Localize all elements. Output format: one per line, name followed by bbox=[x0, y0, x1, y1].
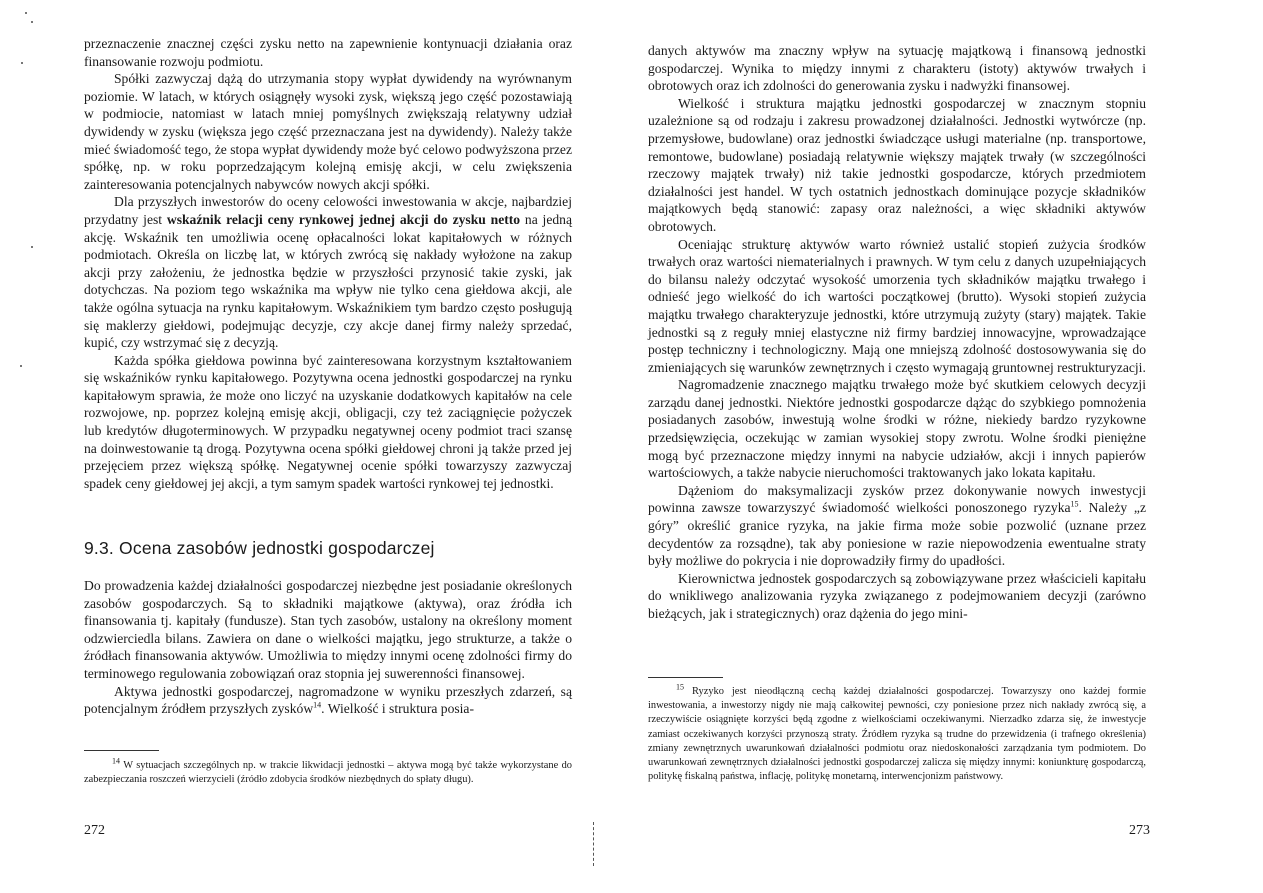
left-page bbox=[84, 0, 572, 893]
footnote-divider bbox=[84, 750, 159, 751]
paragraph: danych aktywów ma znaczny wpływ na sytuację majątkową i finansową jednostki gospodarczej. Wynika to między innymi z charakteru (istoty) aktywów trwałych i obrotowych oraz ich zdolności do generowania zysku i nadwyżki finansowej. bbox=[648, 43, 1146, 94]
scan-speck bbox=[20, 365, 22, 367]
paragraph: Kierownictwa jednostek gospodarczych są zobowiązywane przez właścicieli kapitału do wnikliwego analizowania ryzyka związanego z podejmowaniem decyzji (zarówno bieżących, jak i strategicznych) oraz dążenia do jego mini- bbox=[648, 570, 1146, 621]
scan-speck bbox=[21, 62, 23, 64]
bold-term: wskaźnik relacji ceny rynkowej jednej akcji do zysku netto bbox=[166, 211, 521, 227]
paragraph: Oceniając strukturę aktywów warto również ustalić stopień zużycia środków trwałych oraz wartości niematerialnych i prawnych. W tym celu z danych uzupełniających do bilansu należy odczytać wysokość umorzenia tych składników majątku trwałego i odnieść jego wielkość do ich wartości początkowej (brutto). Wysoki stopień zużycia majątku trwałego charakteryzuje jednostki, które utrzymują zużyty (stary) majątek. Takie jednostki są z reguły mniej elastyczne niż firmy bardziej innowacyjne, wprowadzające postęp techniczny i technologiczny. Mają one mniejszą zdolność dostosowywania się do zmieniających się warunków zewnętrznych i często wymagają gruntownej restrukturyzacji. bbox=[648, 236, 1146, 375]
footnote-marker: 14 bbox=[112, 756, 120, 766]
right-page bbox=[648, 0, 1150, 893]
page-number: 273 bbox=[1129, 823, 1150, 838]
footnote-ref: 15 bbox=[1070, 499, 1079, 509]
scan-speck bbox=[25, 12, 27, 14]
left-page-body-section bbox=[84, 577, 572, 718]
left-page-body-top bbox=[84, 35, 572, 492]
footnote-marker: 15 bbox=[676, 682, 684, 692]
paragraph: Spółki zazwyczaj dążą do utrzymania stopy wypłat dywidendy na wyrównanym poziomie. W latach, w których osiągnęły wysoki zysk, większą jego część pozostawiają w podmiocie, natomiast w latach mniej pomyślnych zwiększają relatywny udział dywidendy w zysku (większa jego część przeznaczana jest na dywidendy). Należy także mieć świadomość tego, że stopa wypłat dywidendy może być celowo podwyższona przez spółkę, np. w roku poprzedzającym kolejną emisję akcji, w celu zwiększenia zainteresowania potencjalnych nabywców nowych akcji spółki. bbox=[84, 71, 572, 192]
right-page-body bbox=[648, 42, 1146, 623]
paragraph: Nagromadzenie znacznego majątku trwałego może być skutkiem celowych decyzji zarządu danej jednostki. Niektóre jednostki gospodarcze dążąc do szybkiego pomnożenia posiadanych zasobów, inwestują wolne środki w różne, niekiedy bardzo ryzykowne przedsięwzięcia, oczekując w zamian wysokiej stopy zwrotu. Wolne środki pieniężne mogą być przeznaczone między innymi na nabycie udziałów, akcji i innych papierów wartościowych, a także nabycie nieruchomości traktowanych jako lokata kapitału. bbox=[648, 377, 1146, 481]
section-heading: 9.3. Ocena zasobów jednostki gospodarczej bbox=[84, 538, 435, 558]
paragraph: Aktywa jednostki gospodarczej, nagromadzone w wyniku przeszłych zdarzeń, są potencjalnym źródłem przyszłych zysków$^{14}$. Wielkość i struktura posia- bbox=[84, 683, 572, 717]
paragraph: Każda spółka giełdowa powinna być zainteresowana korzystnym kształtowaniem się wskaźników rynku kapitałowego. Pozytywna ocena jednostki gospodarczej na rynku kapitałowym sprawia, że może ono liczyć na uzyskanie dodatkowych kapitałów na cele rozwojowe, np. poprzez kolejną emisję akcji, obligacji, czy też zaciągnięcie pożyczek lub kredytów długoterminowych. W przypadku negatywnej oceny podmiot traci szansę na doinwestowanie tą drogą. Pozytywna ocena spółki giełdowej chroni ją także przed jej przejęciem przez większą spółkę. Negatywnej ocenie spółki towarzyszy zazwyczaj spadek ceny giełdowej jej akcji, a tym samym spadek wartości rynkowej tej jednostki. bbox=[84, 352, 572, 491]
paragraph: Wielkość i struktura majątku jednostki gospodarczej w znacznym stopniu uzależnione są od rodzaju i zakresu prowadzonej działalności. Jednostki wytwórcze (np. przemysłowe, budowlane) oraz jednostki świadczące usługi materialne (np. transportowe, remontowe, budowlane) posiadają relatywnie większy majątek trwały (w szczególności rzeczowy majątek trwały) niż takie jednostki gospodarcze, których przedmiotem działalności jest handel. W tych ostatnich jednostkach dominujące pozycje składników majątkowych będą stanowić: zapasy oraz należności, a więc składniki aktywów obrotowych. bbox=[648, 95, 1146, 234]
footnote: $^{14}$ W sytuacjach szczególnych np. w trakcie likwidacji jednostki – aktywa mogą być także wykorzystane do zabezpieczania roszczeń wierzycieli (źródło zdobycia środków niezbędnych do spłaty długu). bbox=[84, 756, 572, 786]
paragraph: Dla przyszłych inwestorów do oceny celowości inwestowania w akcje, najbardziej przydatny jest wskaźnik relacji ceny rynkowej jednej akcji do zysku netto na jedną akcję. Wskaźnik ten umożliwia ocenę opłacalności lokat kapitałowych w różnych podmiotach. Określa on liczbę lat, w których zwrócą się nakłady wyłożone na zakup akcji przy założeniu, że jednostka będzie w przyszłości przynosić takie zyski, jak dotychczas. Na poziom tego wskaźnika ma wpływ nie tylko cena giełdowa akcji, ale także ogólna sytuacja na rynku kapitałowym. Wskaźnikiem tym bardzo często posługują się maklerzy giełdowi, podejmując decyzje, czy akcje danej firmy należy sprzedać, kupić, czy wstrzymać się z decyzją. bbox=[84, 194, 572, 351]
footnote-divider bbox=[648, 677, 723, 678]
paragraph: Do prowadzenia każdej działalności gospodarczej niezbędne jest posiadanie określonych zasobów gospodarczych. Są to składniki majątkowe (aktywa), oraz źródła ich finansowania tj. kapitały (fundusze). Stan tych zasobów, ustalony na określony moment odzwierciedla bilans. Zawiera on dane o wielkości majątku, jego strukturze, a także o źródłach finansowania aktywów. Umożliwia to między innymi ocenę zdolności firmy do terminowego regulowania zobowiązań oraz stopnia jej suwerenności finansowej. bbox=[84, 578, 572, 681]
paragraph: przeznaczenie znacznej części zysku netto na zapewnienie kontynuacji działania oraz finansowanie rozwoju podmiotu. bbox=[84, 36, 572, 69]
page-number: 272 bbox=[84, 823, 105, 838]
scan-speck bbox=[31, 246, 33, 248]
paragraph: Dążeniom do maksymalizacji zysków przez dokonywanie nowych inwestycji powinna zawsze towarzyszyć świadomość wielkości ponoszonego ryzyka$^{15}$. Należy „z góry” określić granice ryzyka, na jakie firma może sobie pozwolić (uznane przez decydentów za rozsądne), tak aby poniesione w razie niepowodzenia ewentualne straty były możliwe do pokrycia i nie doprowadziły firmy do upadłości. bbox=[648, 482, 1146, 569]
gutter-scan-marks bbox=[593, 822, 596, 866]
scan-speck bbox=[31, 21, 33, 23]
footnote: $^{15}$ Ryzyko jest nieodłączną cechą każdej działalności gospodarczej. Towarzyszy ono każdej formie inwestowania, a inwestorzy nigdy nie mają całkowitej pewności, czy poniesione przez nich nakłady zwrócą się, a rzeczywiście osiągnięte korzyści będą zgodne z wielkościami oczekiwanymi. Nierzadko zdarza się, że inwestycje zamiast oczekiwanych korzyści przynoszą straty. Źródłem ryzyka są trudne do przewidzenia (i trafnego określenia) zmiany zewnętrznych uwarunkowań działalności podmiotu oraz niedoskonałości zarządzania tym podmiotem. Do uwarunkowań zewnętrznych działalności jednostki gospodarczej zalicza się między innymi: koniunkturę gospodarczą, politykę fiskalną państwa, inflację, politykę monetarną, interwencjonizm państwowy. bbox=[648, 682, 1146, 783]
footnote-ref: 14 bbox=[313, 700, 322, 710]
